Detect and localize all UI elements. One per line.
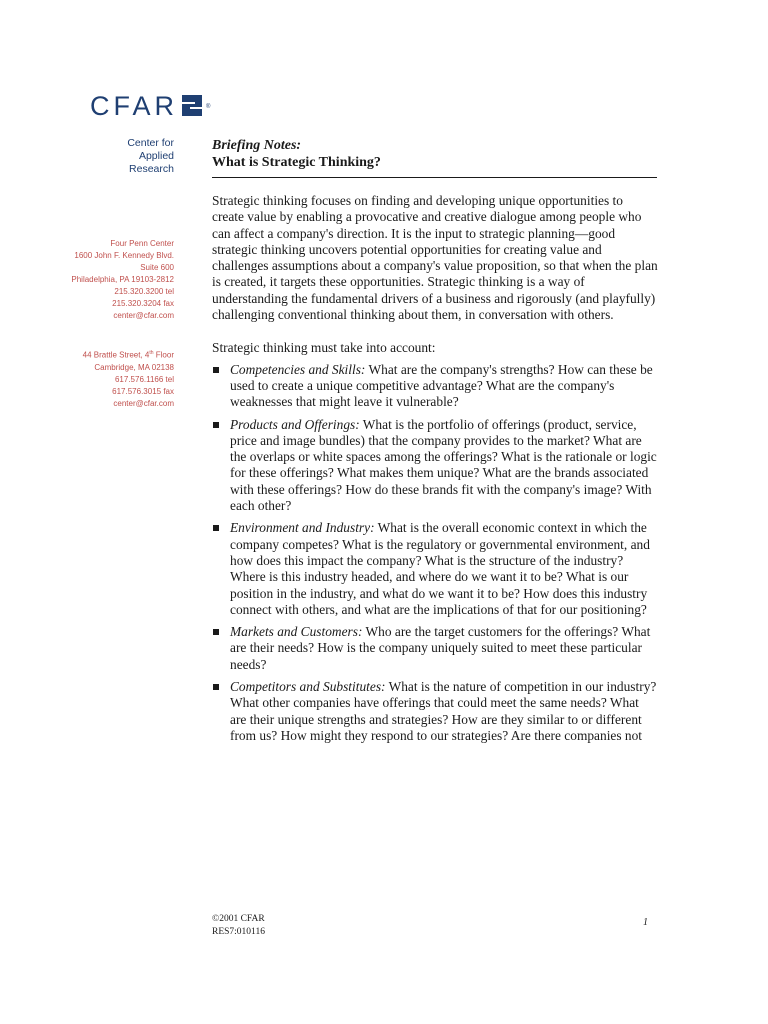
list-item [212, 679, 658, 744]
address-cambridge [4, 347, 174, 410]
item-term: Competencies and Skills: [230, 361, 366, 377]
footer-meta [212, 913, 265, 939]
item-text: What is the portfolio of offerings (product, service, price and image bundles) that the company provides to the market? What are the overlaps or white spaces among the offerings? What is the rationale or logic for these offerings? What makes them unique? What are the brands associated with these offerings? How do these brands fit with the company's image? With each other? [230, 416, 657, 514]
address-line: Suite 600 [140, 263, 174, 272]
registered-mark: ® [206, 104, 211, 110]
email-link[interactable]: center@cfar.com [113, 311, 174, 320]
page-title: What is Strategic Thinking? [212, 155, 381, 170]
address-line: Four Penn Center [110, 239, 174, 248]
address-line: Philadelphia, PA 19103-2812 [71, 275, 174, 284]
center-name-line: Research [129, 163, 174, 175]
considerations-list [212, 362, 658, 745]
email-link[interactable]: center@cfar.com [113, 398, 174, 408]
center-name-line: Center for [127, 137, 174, 149]
phone-line: 215.320.3200 tel [114, 287, 174, 296]
item-text: What is the overall economic context in which the company competes? What is the regulatory or governmental environment, and how does this impact the company? What is the structure of the industry? Where is this industry headed, and where do we want it to be? What is our position in the industry, and what do we want it to be? How does this industry connect with others, and what are the implications of that for our positioning? [230, 520, 650, 617]
fax-line: 215.320.3204 fax [112, 299, 174, 308]
phone-line: 617.576.1166 tel [114, 374, 174, 384]
street-suffix: Floor [153, 350, 174, 360]
logo-mark-icon [182, 95, 202, 116]
item-term: Competitors and Substitutes: [230, 679, 386, 695]
cfar-logo [90, 92, 205, 120]
document-id: RES7:010116 [212, 927, 265, 937]
list-item [212, 520, 658, 618]
address-line: Cambridge, MA 02138 [94, 362, 174, 372]
lead-paragraph: Strategic thinking must take into account: [212, 340, 436, 356]
copyright: ©2001 CFAR [212, 914, 265, 924]
item-term: Products and Offerings: [230, 416, 360, 432]
address-line: 1600 John F. Kennedy Blvd. [74, 251, 174, 260]
street-sup: th [149, 350, 154, 356]
item-term: Environment and Industry: [230, 520, 375, 536]
list-item [212, 362, 658, 411]
bullet-icon [213, 367, 219, 373]
logo-text: CFAR [90, 91, 179, 121]
list-item [212, 417, 658, 515]
main-content [212, 138, 658, 750]
item-term: Markets and Customers: [230, 624, 363, 640]
center-name-line: Applied [138, 150, 174, 162]
item-text: What is the nature of competition in our industry? What other companies have offerings that could meet the same needs? What are their unique strengths and strategies? How are they similar to or different from us? How might they respond to our strategies? Are there companies not [230, 679, 657, 743]
item-text: What are the company's strengths? How can these be used to create a unique competitive advantage? What are the company's weaknesses that might leave it vulnerable? [230, 361, 653, 410]
fax-line: 617.576.3015 fax [112, 386, 174, 396]
address-philadelphia [4, 238, 174, 322]
bullet-icon [213, 525, 219, 531]
bullet-icon [213, 629, 219, 635]
list-item [212, 624, 658, 673]
bullet-icon [213, 684, 219, 690]
street-text: 44 Brattle Street, 4 [82, 350, 150, 360]
intro-paragraph: Strategic thinking focuses on finding and developing unique opportunities to create value by enabling a provocative and creative dialogue among people who can affect a company's direction. It is the input to strategic planning—good strategic thinking uncovers potential opportunities for creating value and challenges assumptions about a company's value proposition, so that when the plan is created, it targets these opportunities. Strategic thinking is a way of understanding the fundamental drivers of a business and rigorously (and playfully) challenging conventional thinking about them, in conversation with others. [212, 193, 658, 323]
item-text: Who are the target customers for the offerings? What are their needs? How is the company uniquely suited to meet these particular needs? [230, 624, 651, 672]
bullet-icon [213, 422, 219, 428]
page-number: 1 [643, 917, 648, 928]
center-name [54, 137, 174, 176]
title-divider [212, 177, 657, 178]
address-line [4, 347, 174, 362]
briefing-kicker: Briefing Notes: [212, 138, 302, 153]
